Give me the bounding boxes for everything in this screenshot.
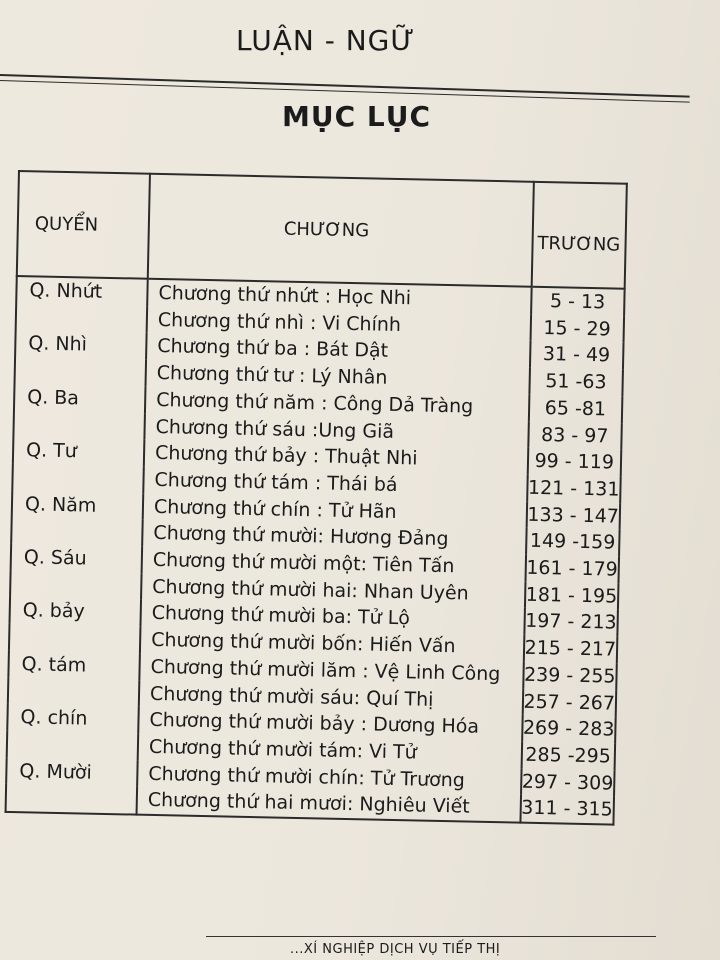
page-range-cell: 15 - 29 <box>530 314 624 343</box>
chapter-cell: Chương thứ hai mươi: Nghiêu Viết <box>137 787 521 823</box>
volume-cell: Q. Sáu <box>11 544 143 573</box>
footer-rule <box>206 936 656 937</box>
chapter-cell: Chương thứ mười lăm : Vệ Linh Công <box>139 654 523 689</box>
column-header-pages: TRƯƠNG <box>531 182 627 289</box>
volume-cell <box>10 571 142 600</box>
volume-cell <box>15 357 147 386</box>
volume-cell <box>9 624 141 653</box>
page-range-cell: 51 -63 <box>529 368 623 397</box>
chapter-cell: Chương thứ mười: Hương Đảng <box>142 520 526 555</box>
page-range-cell: 5 - 13 <box>531 287 625 317</box>
volume-cell: Q. Mười <box>6 758 138 787</box>
chapter-cell: Chương thứ chín : Tử Hãn <box>143 493 527 528</box>
page-range-cell: 197 - 213 <box>524 608 618 637</box>
volume-cell: Q. bảy <box>9 597 141 626</box>
page-range-cell: 99 - 119 <box>527 448 621 477</box>
volume-cell <box>13 410 145 439</box>
chapter-cell: Chương thứ năm : Công Dả Tràng <box>145 387 529 422</box>
chapter-cell: Chương thứ mười hai: Nhan Uyên <box>141 573 525 608</box>
volume-cell: Q. tám <box>8 651 140 680</box>
page-range-cell: 257 - 267 <box>522 688 616 717</box>
page-range-cell: 215 - 217 <box>523 635 617 664</box>
volume-cell: Q. Ba <box>14 384 146 413</box>
volume-cell <box>11 517 143 546</box>
chapter-cell: Chương thứ tư : Lý Nhân <box>145 360 529 395</box>
volume-cell: Q. Nhì <box>15 330 147 359</box>
column-header-chapter: CHƯƠNG <box>148 174 534 287</box>
page-range-cell: 149 -159 <box>526 528 620 557</box>
chapter-cell: Chương thứ sáu :Ung Giã <box>144 413 528 448</box>
header-rule-top <box>0 74 690 98</box>
page-range-cell: 269 - 283 <box>522 715 616 744</box>
page-range-cell: 311 - 315 <box>520 795 614 825</box>
chapter-cell: Chương thứ tám : Thái bá <box>143 467 527 502</box>
chapter-cell: Chương thứ mười ba: Tử Lộ <box>140 600 524 635</box>
page-range-cell: 181 - 195 <box>524 581 618 610</box>
chapter-cell: Chương thứ bảy : Thuật Nhi <box>144 440 528 475</box>
column-header-volume: QUYỂN <box>17 171 150 279</box>
volume-cell <box>8 677 140 706</box>
page-range-cell: 121 - 131 <box>527 475 621 504</box>
toc-body <box>6 276 625 825</box>
chapter-cell: Chương thứ nhì : Vi Chính <box>147 306 531 341</box>
toc-title: MỤC LỤC <box>282 100 432 133</box>
chapter-cell: Chương thứ nhứt : Học Nhi <box>147 279 531 315</box>
toc-table-wrapper <box>5 170 628 826</box>
page-range-cell: 285 -295 <box>521 742 615 771</box>
volume-cell <box>16 304 148 333</box>
chapter-cell: Chương thứ mười chín: Tử Trương <box>137 760 521 795</box>
volume-cell <box>12 464 144 493</box>
chapter-cell: Chương thứ mười một: Tiên Tấn <box>142 547 526 582</box>
volume-cell: Q. Năm <box>12 491 144 520</box>
page-range-cell: 161 - 179 <box>525 555 619 584</box>
volume-cell <box>7 731 139 760</box>
volume-cell: Q. Nhứt <box>16 276 148 306</box>
volume-cell <box>6 784 138 814</box>
toc-header-row <box>17 171 627 289</box>
volume-cell: Q. chín <box>7 704 139 733</box>
footer-publisher: ...XÍ NGHIỆP DỊCH VỤ TIẾP THỊ <box>290 942 501 957</box>
page-range-cell: 65 -81 <box>528 395 622 424</box>
page-range-cell: 297 - 309 <box>521 768 615 797</box>
page-range-cell: 31 - 49 <box>529 341 623 370</box>
page-range-cell: 239 - 255 <box>523 662 617 691</box>
page-range-cell: 83 - 97 <box>528 421 622 450</box>
chapter-cell: Chương thứ mười bảy : Dương Hóa <box>138 707 522 742</box>
chapter-cell: Chương thứ mười bốn: Hiến Vấn <box>140 627 524 662</box>
chapter-cell: Chương thứ ba : Bát Dật <box>146 333 530 368</box>
toc-table <box>5 170 628 826</box>
volume-cell: Q. Tư <box>13 437 145 466</box>
page-range-cell: 133 - 147 <box>526 501 620 530</box>
chapter-cell: Chương thứ mười sáu: Quí Thị <box>139 680 523 715</box>
running-header-title: LUẬN - NGỮ <box>236 24 416 57</box>
chapter-cell: Chương thứ mười tám: Vi Tử <box>138 734 522 769</box>
